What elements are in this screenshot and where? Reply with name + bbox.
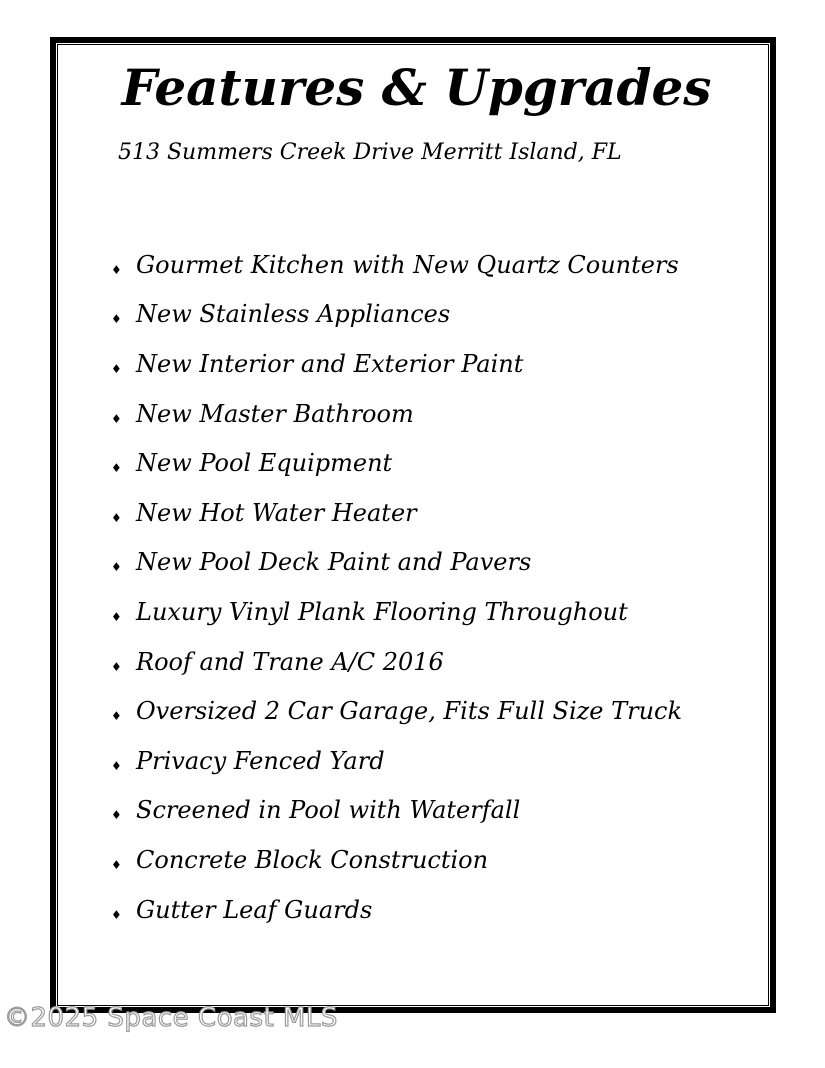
feature-label: Gutter Leaf Guards (136, 895, 373, 924)
list-item (108, 339, 682, 389)
diamond-bullet-icon: ♦ (111, 411, 122, 426)
list-item (108, 637, 682, 687)
page-title: Features & Upgrades (121, 58, 712, 117)
feature-label: Concrete Block Construction (136, 845, 489, 874)
diamond-bullet-icon: ♦ (111, 609, 122, 624)
list-item (108, 538, 682, 588)
diamond-bullet-icon: ♦ (111, 709, 122, 724)
diamond-bullet-icon: ♦ (111, 659, 122, 674)
feature-label: Luxury Vinyl Plank Flooring Throughout (136, 597, 628, 626)
feature-label: New Pool Deck Paint and Pavers (136, 548, 532, 577)
mls-watermark: ©2025 Space Coast MLS (4, 1003, 338, 1033)
feature-label: New Master Bathroom (136, 399, 414, 428)
list-item (108, 786, 682, 836)
diamond-bullet-icon: ♦ (111, 808, 122, 823)
feature-label: New Pool Equipment (136, 449, 393, 478)
diamond-bullet-icon: ♦ (111, 461, 122, 476)
feature-list (108, 240, 682, 934)
list-item (108, 885, 682, 935)
list-item (108, 240, 682, 290)
diamond-bullet-icon: ♦ (111, 361, 122, 376)
diamond-bullet-icon: ♦ (111, 510, 122, 525)
diamond-bullet-icon: ♦ (111, 907, 122, 922)
list-item (108, 736, 682, 786)
list-item (108, 488, 682, 538)
property-address: 513 Summers Creek Drive Merritt Island, FL (118, 140, 622, 165)
list-item (108, 835, 682, 885)
feature-label: New Interior and Exterior Paint (136, 349, 524, 378)
list-item (108, 290, 682, 340)
list-item (108, 686, 682, 736)
diamond-bullet-icon: ♦ (111, 758, 122, 773)
list-item (108, 587, 682, 637)
feature-label: Privacy Fenced Yard (136, 746, 385, 775)
feature-label: Roof and Trane A/C 2016 (136, 647, 444, 676)
feature-label: Gourmet Kitchen with New Quartz Counters (136, 250, 679, 279)
list-item (108, 438, 682, 488)
diamond-bullet-icon: ♦ (111, 262, 122, 277)
feature-label: Screened in Pool with Waterfall (136, 796, 521, 825)
feature-label: New Hot Water Heater (136, 498, 417, 527)
feature-label: Oversized 2 Car Garage, Fits Full Size Truck (136, 697, 683, 726)
diamond-bullet-icon: ♦ (111, 560, 122, 575)
list-item (108, 389, 682, 439)
diamond-bullet-icon: ♦ (111, 312, 122, 327)
feature-label: New Stainless Appliances (136, 300, 451, 329)
diamond-bullet-icon: ♦ (111, 857, 122, 872)
